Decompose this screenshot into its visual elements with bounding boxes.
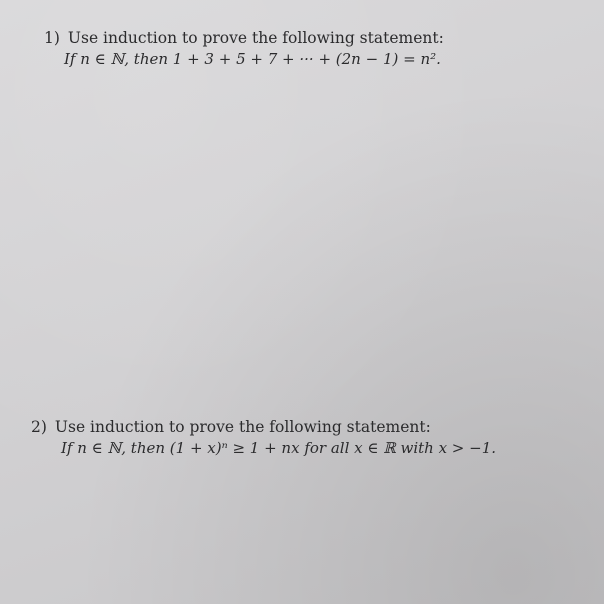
problem-1-number: 1): [44, 29, 60, 47]
problem-2-instruction: Use induction to prove the following statement:: [54, 418, 431, 436]
problem-2: [31, 417, 496, 459]
problem-1-instruction-line: [44, 28, 444, 49]
problem-1-instruction: Use induction to prove the following statement:: [67, 29, 444, 47]
problem-2-number: 2): [31, 418, 47, 436]
problem-2-statement: If n ∈ ℕ, then (1 + x)ⁿ ≥ 1 + nx for all x ∈ ℝ with x > −1.: [61, 439, 497, 457]
problem-2-instruction-line: [31, 417, 496, 438]
problem-1: [44, 28, 444, 70]
problem-1-statement: If n ∈ ℕ, then 1 + 3 + 5 + 7 + ··· + (2n − 1) = n².: [64, 50, 441, 68]
